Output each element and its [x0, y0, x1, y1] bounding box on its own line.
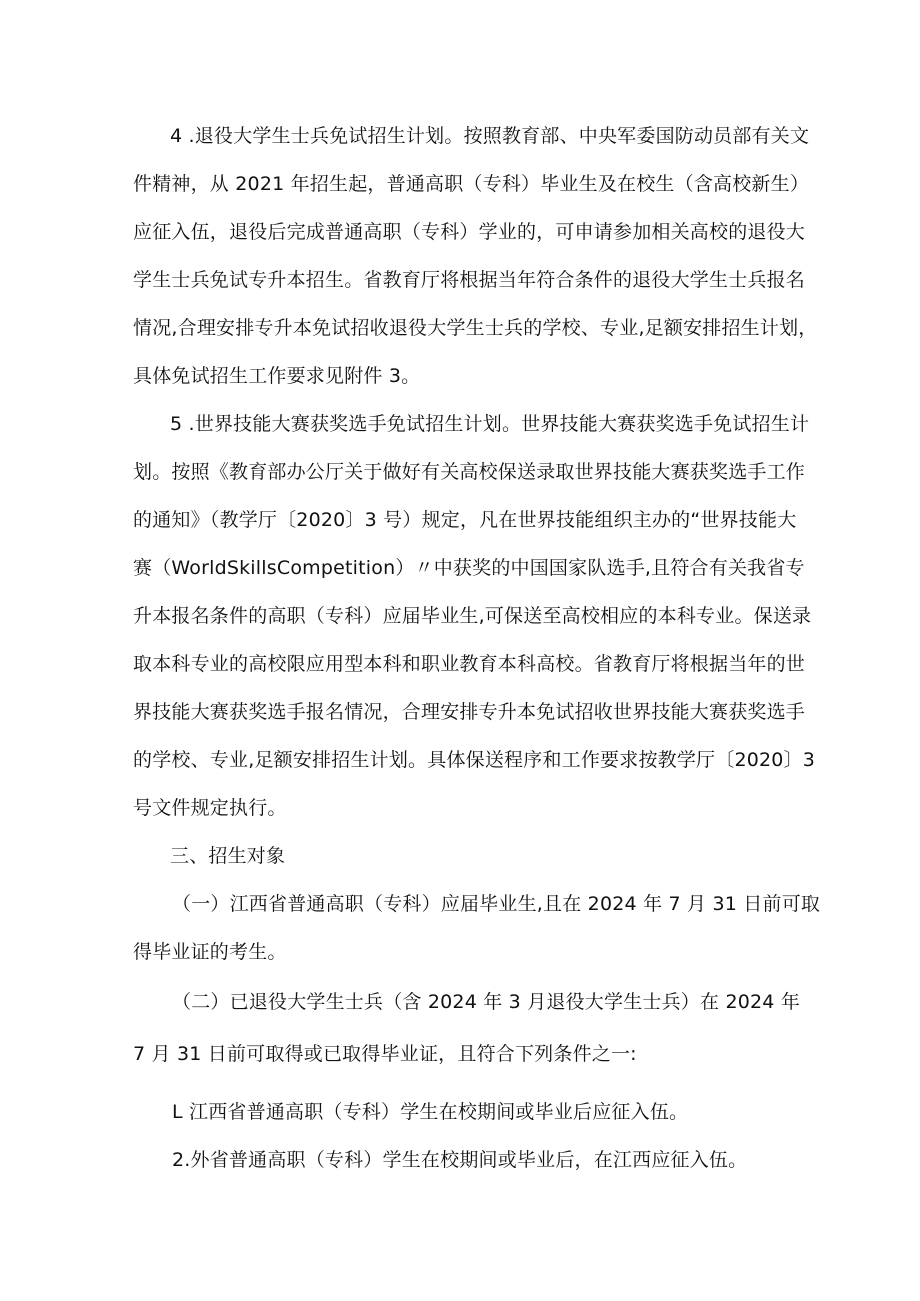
paragraph-4-line-4: 学生士兵免试专升本招生。省教育厅将根据当年符合条件的退役大学生士兵报名 [133, 269, 806, 291]
paragraph-5-line-4: 赛（WorldSkillsCompetition）〃中获奖的中国国家队选手,且符合有关我省专 [133, 557, 805, 579]
item-1-line-2: 得毕业证的考生。 [133, 941, 287, 963]
paragraph-4-line-6: 具体免试招生工作要求见附件 3。 [133, 365, 421, 387]
paragraph-5-line-5: 升本报名条件的高职（专科）应届毕业生,可保送至高校相应的本科专业。保送录 [133, 605, 812, 627]
item-1-line-1: （一）江西省普通高职（专科）应届毕业生,且在 2024 年 7 月 31 日前可取 [172, 893, 821, 915]
paragraph-5-line-1: 5 .世界技能大赛获奖选手免试招生计划。世界技能大赛获奖选手免试招生计 [170, 413, 810, 435]
paragraph-4-line-3: 应征入伍，退役后完成普通高职（专科）学业的，可申请参加相关高校的退役大 [133, 221, 806, 243]
paragraph-5-line-2: 划。按照《教育部办公厅关于做好有关高校保送录取世界技能大赛获奖选手工作 [133, 461, 806, 483]
condition-2: 2.外省普通高职（专科）学生在校期间或毕业后，在江西应征入伍。 [172, 1149, 748, 1171]
paragraph-4-line-2: 件精神，从 2021 年招生起，普通高职（专科）毕业生及在校生（含高校新生） [133, 173, 810, 195]
item-2-line-2: 7 月 31 日前可取得或已取得毕业证，且符合下列条件之一: [133, 1043, 637, 1065]
paragraph-4-line-5: 情况,合理安排专升本免试招收退役大学生士兵的学校、专业,足额安排招生计划， [133, 317, 818, 339]
condition-1: L 江西省普通高职（专科）学生在校期间或毕业后应征入伍。 [172, 1101, 689, 1123]
paragraph-5-line-3: 的通知》（教学厅〔2020〕3 号）规定，凡在世界技能组织主办的“世界技能大 [133, 509, 797, 531]
paragraph-5-line-6: 取本科专业的高校限应用型本科和职业教育本科高校。省教育厅将根据当年的世 [133, 653, 806, 675]
paragraph-5-line-8: 的学校、专业,足额安排招生计划。具体保送程序和工作要求按教学厅〔2020〕3 [133, 749, 816, 771]
paragraph-4-line-1: 4 .退役大学生士兵免试招生计划。按照教育部、中央军委国防动员部有关文 [170, 125, 810, 147]
item-2-line-1: （二）已退役大学生士兵（含 2024 年 3 月退役大学生士兵）在 2024 年 [172, 991, 801, 1013]
paragraph-5-line-9: 号文件规定执行。 [133, 797, 287, 819]
paragraph-5-line-7: 界技能大赛获奖选手报名情况，合理安排专升本免试招收世界技能大赛获奖选手 [133, 701, 806, 723]
section-3-heading: 三、招生对象 [170, 845, 286, 867]
